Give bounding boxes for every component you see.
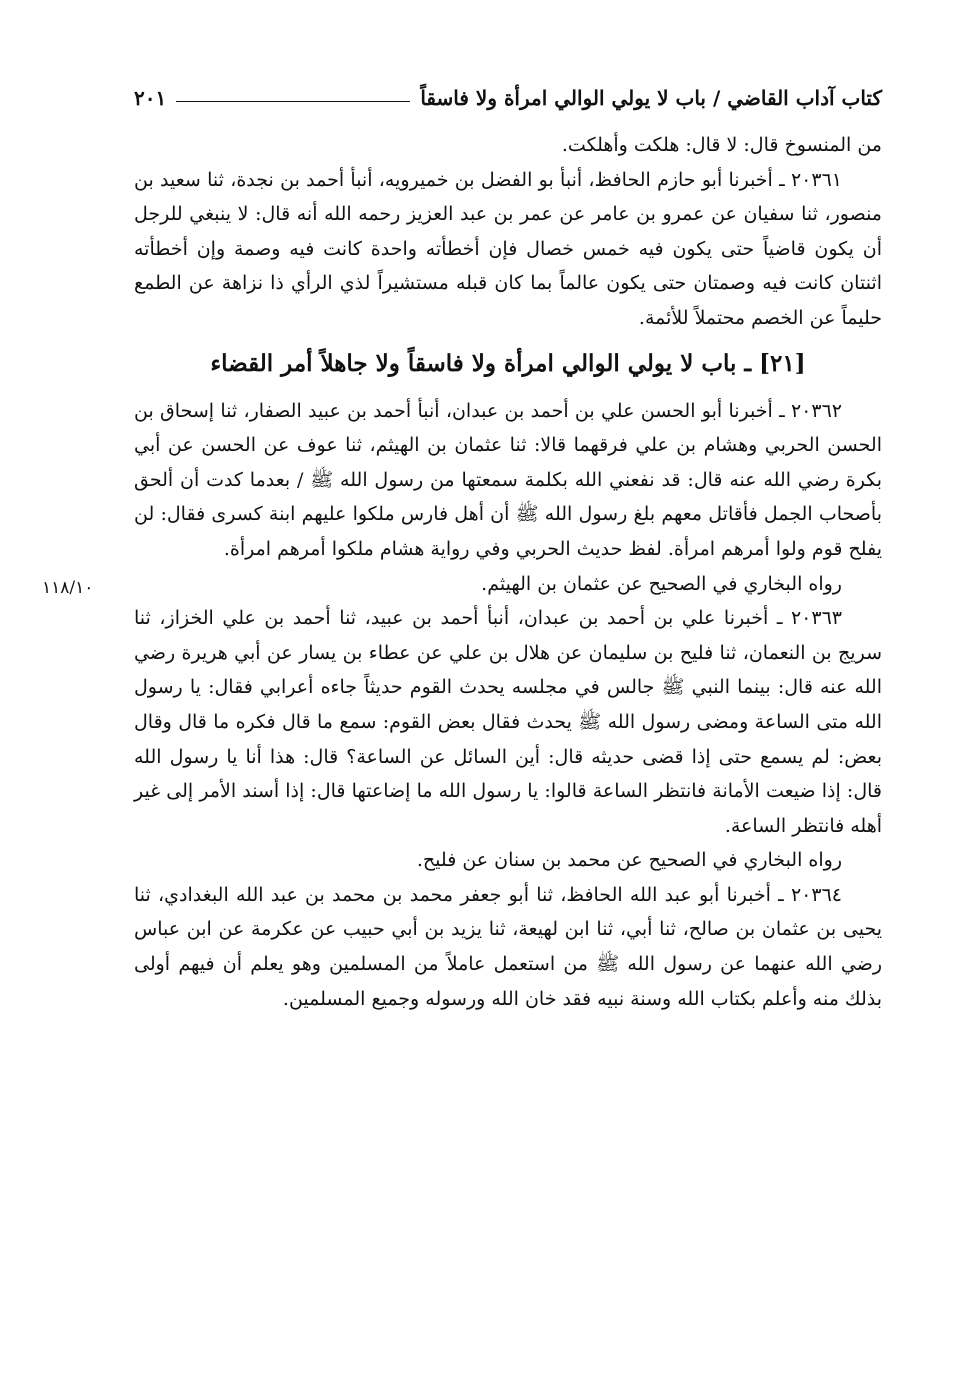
narration-note-2: رواه البخاري في الصحيح عن محمد بن سنان عن فليح.	[416, 849, 842, 872]
narration-note-1: رواه البخاري في الصحيح عن عثمان بن الهيثم.	[481, 572, 842, 595]
paragraph-continuation: من المنسوخ قال: لا قال: هلكت وأهلكت.	[561, 134, 882, 156]
running-header	[134, 82, 882, 114]
page-number: ٢٠١	[134, 86, 167, 110]
header-title: كتاب آداب القاضي / باب لا يولي الوالي امرأة ولا فاسقاً	[420, 86, 882, 110]
hadith-20363: ٢٠٣٦٣ ـ أخبرنا علي بن أحمد بن عبدان، أنبأ أحمد بن عبيد، ثنا أحمد بن علي الخزاز، ثنا سريج بن النعمان، ثنا فليح بن سليمان عن هلال بن علي عن عطاء بن يسار عن أبي هريرة رضي الله عنه قال: بينما النبي ﷺ جالس في مجلسه يحدث القوم حديثاً جاءه أعرابي فقال: يا رسول الله متى الساعة ومضى رسول الله ﷺ يحدث فقال بعض القوم: سمع ما قال فكره ما قال وقال بعض: لم يسمع حتى إذا قضى حديثه قال: أين السائل عن الساعة؟ قال: هذا أنا يا رسول الله قال: إذا ضيعت الأمانة فانتظر الساعة قالوا: يا رسول الله ما إضاعتها قال: إذا أسند الأمر إلى غير أهله فانتظر الساعة.	[134, 607, 882, 837]
header-rule	[176, 101, 410, 102]
section-heading: [٢١] ـ باب لا يولي الوالي امرأة ولا فاسقاً ولا جاهلاً أمر القضاء	[210, 349, 806, 377]
hadith-20362: ٢٠٣٦٢ ـ أخبرنا أبو الحسن علي بن أحمد بن عبدان، أنبأ أحمد بن عبيد الصفار، ثنا إسحاق بن الحسن الحربي وهشام بن علي فرقهما قالا: ثنا عثمان بن الهيثم، ثنا عوف عن الحسن عن أبي بكرة رضي الله عنه قال: قد نفعني الله بكلمة سمعتها من رسول الله ﷺ / بعدما كدت أن ألحق بأصحاب الجمل فأقاتل معهم بلغ رسول الله ﷺ أن أهل فارس ملكوا عليهم ابنة كسرى فقال: لن يفلح قوم ولوا أمرهم امرأة. لفظ حديث الحربي وفي رواية هشام ملكوا أمرهم امرأة.	[134, 399, 882, 560]
hadith-20364: ٢٠٣٦٤ ـ أخبرنا أبو عبد الله الحافظ، ثنا أبو جعفر محمد بن محمد بن عبد الله البغدادي، ثنا يحيى بن عثمان بن صالح، ثنا أبي، ثنا ابن لهيعة، ثنا يزيد بن أبي حبيب عن عكرمة عن ابن عباس رضي الله عنهما عن رسول الله ﷺ من استعمل عاملاً من المسلمين وهو يعلم أن فيهم أولى بذلك منه وأعلم بكتاب الله وسنة نبيه فقد خان الله ورسوله وجميع المسلمين.	[134, 883, 882, 1010]
hadith-20361: ٢٠٣٦١ ـ أخبرنا أبو حازم الحافظ، أنبأ بو الفضل بن خميرويه، أنبأ أحمد بن نجدة، ثنا سعيد بن منصور، ثنا سفيان عن عمرو بن عامر عن عمر بن عبد العزيز رحمه الله أنه قال: لا ينبغي للرجل أن يكون قاضياً حتى يكون فيه خمس خصال فإن أخطأته واحدة كانت فيه وصمة وإن أخطأته اثنتان كانت فيه وصمتان حتى يكون عالماً بما كان قبله مستشيراً لذي الرأي ذا نزاهة عن الطمع حليماً عن الخصم محتملاً للأئمة.	[134, 168, 882, 329]
body-text	[134, 128, 882, 1016]
margin-reference: ١١٨/١٠	[42, 578, 94, 598]
